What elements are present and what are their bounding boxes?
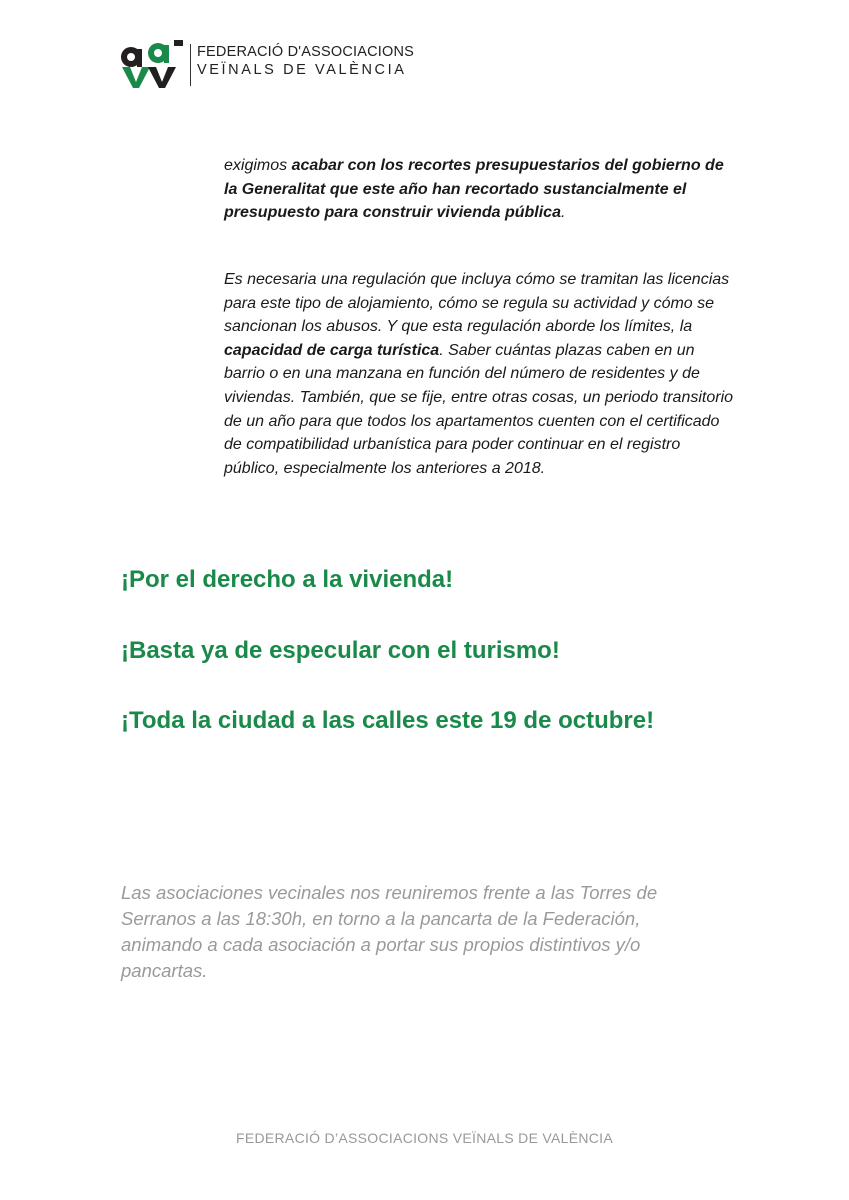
- demand-text-bold: acabar con los recortes presupuestarios del gobierno de la Generalitat que este año han recortado sustancialmente el presupuesto para construir vivienda pública: [224, 157, 724, 222]
- regulation-text-end: . Saber cuántas plazas caben en un barrio o en una manzana en función del número de residentes y de viviendas. También, que se fije, entre otras cosas, un periodo transitorio de un año para que todos los apartamentos cuenten con el certificado de compatibilidad urbanística para poder continuar en el registro público, especialmente los anteriores a 2018.: [224, 341, 734, 477]
- demand-paragraph: [224, 154, 734, 225]
- slogan-october-19: ¡Toda la ciudad a las calles este 19 de octubre!: [121, 707, 655, 734]
- letterhead: [118, 40, 418, 92]
- org-name-line2: VEÏNALS DE VALÈNCIA: [197, 62, 407, 78]
- demand-text-lead: exigimos: [224, 157, 292, 174]
- regulation-text-bold: capacidad de carga turística: [224, 341, 440, 359]
- aavv-logo: [118, 40, 184, 88]
- slogan-housing-right: ¡Por el derecho a la vivienda!: [121, 566, 454, 593]
- page-footer: FEDERACIÓ D’ASSOCIACIONS VEÏNALS DE VALÈNCIA: [235, 1130, 614, 1146]
- demand-text-end: .: [560, 204, 566, 222]
- org-name-line1: FEDERACIÓ D'ASSOCIACIONS: [197, 44, 415, 60]
- meeting-note: Las asociaciones vecinales nos reuniremos frente a las Torres de Serranos a las 18:30h, en torno a la pancarta de la Federación, animando a cada asociación a portar sus propios distintivos y/o pancartas.: [121, 882, 658, 981]
- slogan-tourism-speculation: ¡Basta ya de especular con el turismo!: [121, 637, 560, 664]
- regulation-text-lead: Es necesaria una regulación que incluya cómo se tramitan las licencias para este tipo de alojamiento, cómo se regula su actividad y cómo se sancionan los abusos. Y que esta regulación aborde los límites, la: [224, 271, 730, 336]
- logo-divider: [190, 44, 191, 86]
- regulation-paragraph: [224, 268, 734, 480]
